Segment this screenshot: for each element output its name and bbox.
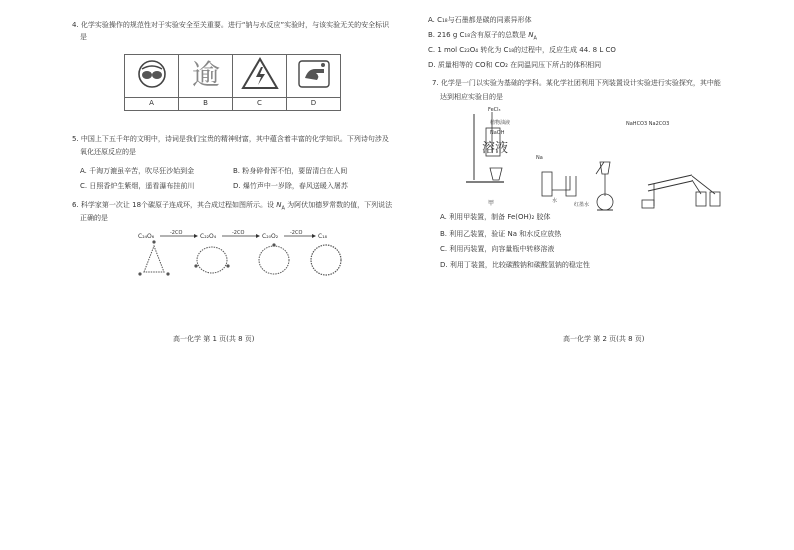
label-d: D [287,98,341,111]
calligraphy-char-icon [186,55,226,93]
label-a: A [125,98,179,111]
synthesis-scheme [130,228,360,280]
q5-stem-line2: 氧化还原反应的是 [80,148,136,156]
q5-option-c: C. 日照香炉生紫烟，遥看瀑布挂前川 [80,182,195,190]
liquid-label: 溶液 [482,141,509,156]
scheme-c22o4: C₂₂O₄ [200,233,217,240]
electric-hazard-icon [240,56,280,92]
q7-option-d: D. 利用丁装置，比较碳酸钠和碳酸氢钠的稳定性 [440,261,590,269]
q7-stem-line2: 达到相应实验目的是 [440,93,503,101]
icon-cell-b [179,55,233,98]
left-page-footer: 高一化学 第 1 页(共 8 页) [173,335,255,343]
sodium-salts-label: NaHCO3 Na2CO3 [626,121,670,127]
red-ink-label: 红墨水 [574,202,590,208]
q5-option-a: A. 千淘万漉虽辛苦，吹尽狂沙始到金 [80,167,195,175]
avogadro-sub: A [281,205,285,212]
scheme-arrow-1: -2CO [170,230,183,236]
scheme-c20o2: C₂₀O₂ [262,233,279,240]
apparatus-figure [460,102,730,214]
label-c: C [233,98,287,111]
scheme-c24o6: C₂₄O₆ [138,233,155,240]
q6-stem-line2: 正确的是 [80,214,108,222]
q6-option-b [428,31,537,42]
jia-label: 甲 [488,200,495,207]
q6-option-a: A. C₁₈与石墨都是碳的同素异形体 [428,16,532,24]
naoh-label: NaOH [490,130,505,136]
q4-stem-line2: 是 [80,33,87,41]
icon-cell-d [287,55,341,98]
q6-option-b-na: N [528,31,534,39]
goggles-icon [132,57,172,91]
scheme-c18: C₁₈ [318,233,327,240]
oil-label: 植物油液 [490,120,511,126]
scheme-arrow-3: -2CO [290,230,303,236]
svg-text:逾: 逾 [191,58,220,92]
q6-stem-line1 [72,201,392,212]
q6-stem-pre: 6. 科学家第一次让 18个碳原子连成环，其合成过程如图所示。设 [72,201,277,209]
q5-option-b: B. 粉身碎骨浑不怕，要留清白在人间 [233,167,348,175]
na-label: Na [536,155,543,161]
q6-option-b-text: B. 216 g C₁₈含有原子的总数是 [428,31,529,39]
safety-icon-table [124,54,341,111]
hand-wash-icon [294,56,334,92]
scheme-arrow-2: -2CO [232,230,245,236]
label-b: B [179,98,233,111]
q6-option-c: C. 1 mol C₂₂O₄ 转化为 C₁₈的过程中，反应生成 44. 8 L CO [428,46,616,54]
water-label: 水 [552,198,558,204]
fecl3-label: FeCl₃ [488,107,501,113]
avogadro-symbol: N [276,201,282,209]
icon-cell-a [125,55,179,98]
q6-stem-post: 为阿伏加德罗常数的值，下列说法 [284,201,393,209]
q7-stem-line1: 7. 化学是一门以实验为基础的学科。某化学社团利用下列装置设计实验进行实验探究，其中能 [432,79,721,87]
q7-option-a: A. 利用甲装置，制备 Fe(OH)₂ 胶体 [440,213,551,221]
q7-option-c: C. 利用丙装置，向容量瓶中转移溶液 [440,245,555,253]
q4-stem-line1: 4. 化学实验操作的规范性对于实验安全至关重要。进行“钠与水反应”实验时，与该实验无关的安全标识 [72,21,390,29]
q6-option-b-na-sub: A [533,35,537,42]
q5-stem-line1: 5. 中国上下五千年的文明中，诗词是我们宝贵的精神财富，其中蕴含着丰富的化学知识。下列诗句涉及 [72,135,389,143]
right-page-footer: 高一化学 第 2 页(共 8 页) [563,335,645,343]
icon-cell-c [233,55,287,98]
q7-option-b: B. 利用乙装置，验证 Na 和水反应放热 [440,230,562,238]
q5-option-d: D. 爆竹声中一岁除，春风送暖入屠苏 [233,182,348,190]
q6-option-d: D. 质量相等的 CO和 CO₂ 在同温同压下所占的体积相同 [428,61,602,69]
